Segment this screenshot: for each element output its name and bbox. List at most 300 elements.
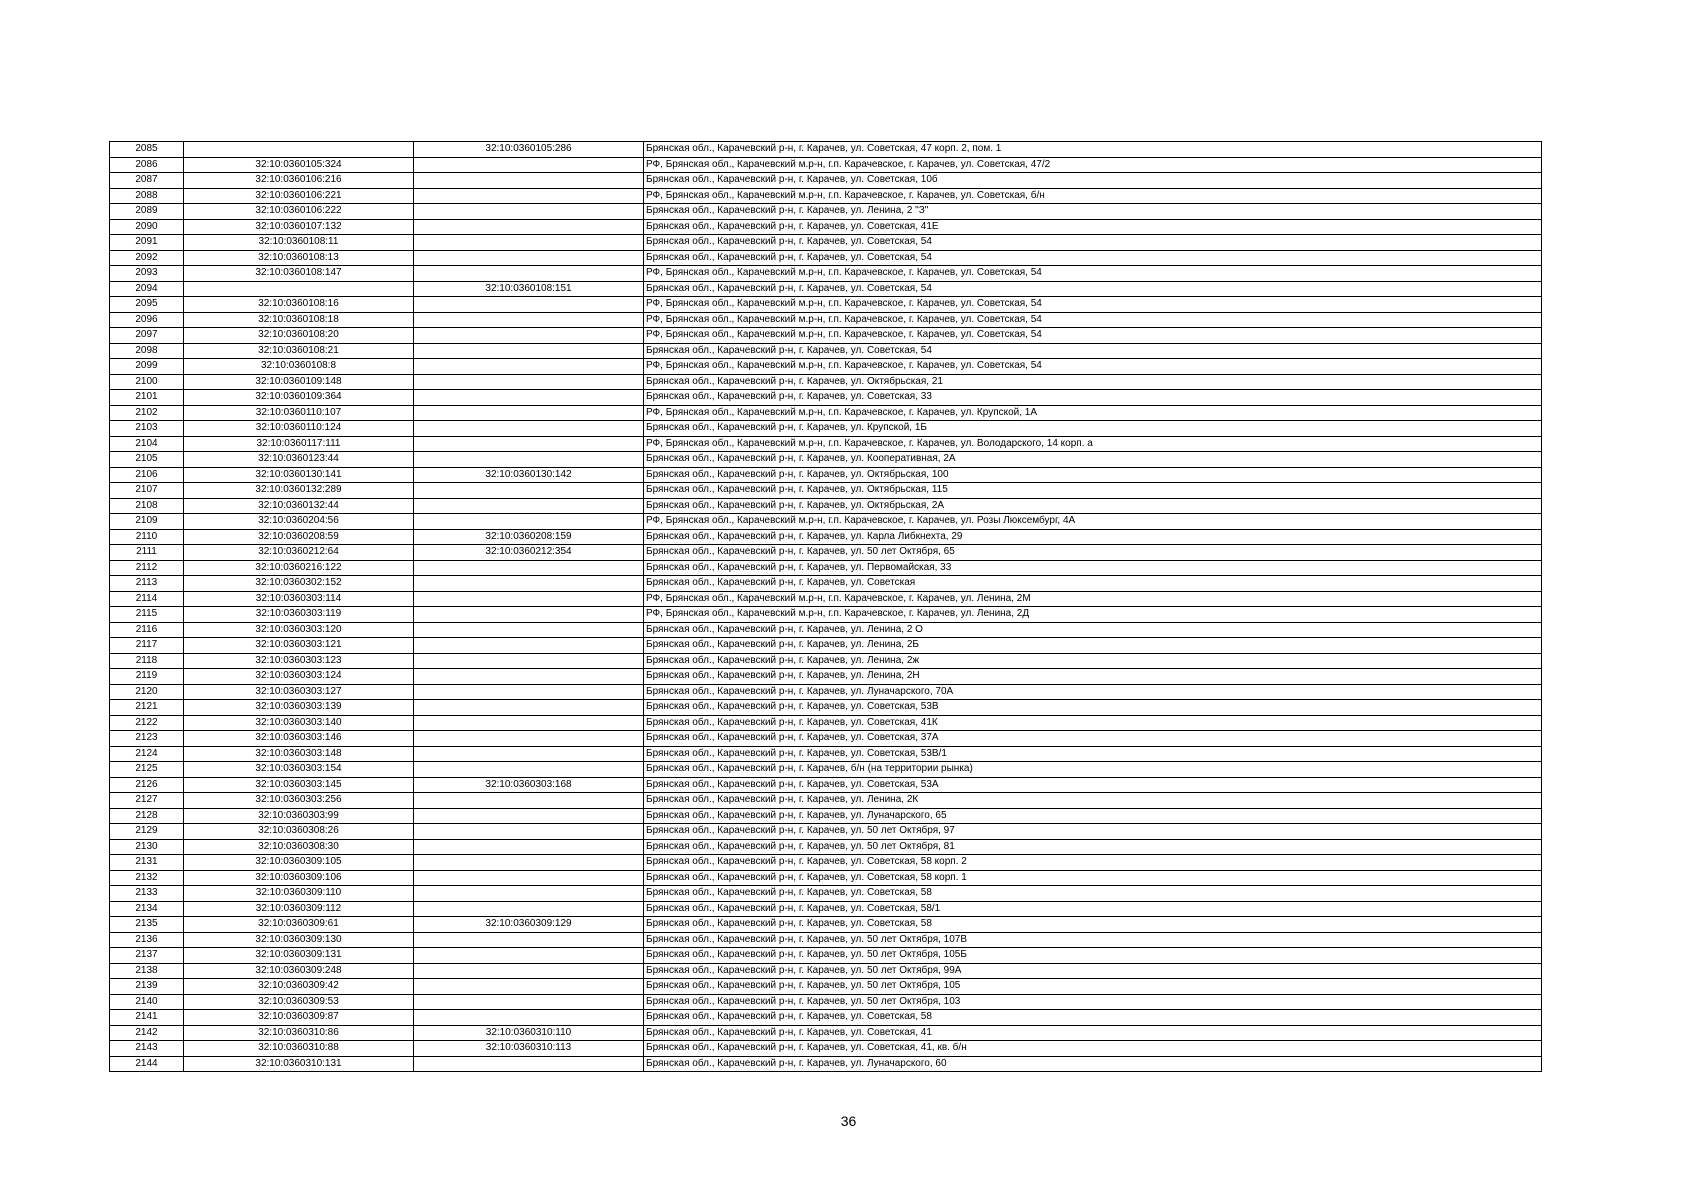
address-cell: Брянская обл., Карачевский р-н, г. Карачев, ул. Крупской, 1Б [644,421,1542,437]
address-cell: РФ, Брянская обл., Карачевский м.р-н, г.п. Карачевское, г. Карачев, ул. Советская, 54 [644,312,1542,328]
row-number-cell: 2141 [110,1010,184,1026]
address-cell: Брянская обл., Карачевский р-н, г. Карачев, ул. 50 лет Октября, 107В [644,932,1542,948]
building-cadastral-number-cell [414,870,644,886]
building-cadastral-number-cell [414,622,644,638]
row-number-cell: 2095 [110,297,184,313]
building-cadastral-number-cell [414,312,644,328]
row-number-cell: 2088 [110,188,184,204]
land-cadastral-number-cell: 32:10:0360123:44 [184,452,414,468]
table-row [110,622,1542,638]
table-row [110,467,1542,483]
address-cell: Брянская обл., Карачевский р-н, г. Карачев, ул. Советская, 54 [644,343,1542,359]
building-cadastral-number-cell [414,824,644,840]
building-cadastral-number-cell [414,157,644,173]
land-cadastral-number-cell: 32:10:0360310:86 [184,1025,414,1041]
land-cadastral-number-cell: 32:10:0360108:8 [184,359,414,375]
address-cell: Брянская обл., Карачевский р-н, г. Карачев, ул. 50 лет Октября, 105Б [644,948,1542,964]
page-number: 36 [840,1113,857,1129]
building-cadastral-number-cell [414,886,644,902]
building-cadastral-number-cell [414,250,644,266]
building-cadastral-number-cell [414,684,644,700]
table-row [110,994,1542,1010]
address-cell: РФ, Брянская обл., Карачевский м.р-н, г.п. Карачевское, г. Карачев, ул. Советская, 54 [644,297,1542,313]
row-number-cell: 2102 [110,405,184,421]
row-number-cell: 2122 [110,715,184,731]
row-number-cell: 2111 [110,545,184,561]
row-number-cell: 2118 [110,653,184,669]
land-cadastral-number-cell: 32:10:0360309:61 [184,917,414,933]
row-number-cell: 2087 [110,173,184,189]
row-number-cell: 2123 [110,731,184,747]
row-number-cell: 2120 [110,684,184,700]
land-cadastral-number-cell: 32:10:0360303:123 [184,653,414,669]
building-cadastral-number-cell [414,948,644,964]
land-cadastral-number-cell: 32:10:0360117:111 [184,436,414,452]
address-cell: Брянская обл., Карачевский р-н, г. Карачев, ул. Советская, 41К [644,715,1542,731]
table-row [110,979,1542,995]
table-row [110,312,1542,328]
table-row [110,529,1542,545]
building-cadastral-number-cell [414,731,644,747]
address-cell: Брянская обл., Карачевский р-н, г. Карачев, ул. Ленина, 2Н [644,669,1542,685]
building-cadastral-number-cell [414,514,644,530]
land-cadastral-number-cell: 32:10:0360212:64 [184,545,414,561]
land-cadastral-number-cell: 32:10:0360110:107 [184,405,414,421]
row-number-cell: 2099 [110,359,184,375]
table-row [110,886,1542,902]
building-cadastral-number-cell [414,328,644,344]
row-number-cell: 2116 [110,622,184,638]
address-cell: Брянская обл., Карачевский р-н, г. Карачев, ул. Советская, 58 корп. 2 [644,855,1542,871]
row-number-cell: 2129 [110,824,184,840]
row-number-cell: 2140 [110,994,184,1010]
table-row [110,421,1542,437]
address-cell: Брянская обл., Карачевский р-н, г. Карачев, ул. Ленина, 2К [644,793,1542,809]
building-cadastral-number-cell [414,560,644,576]
land-cadastral-number-cell: 32:10:0360309:130 [184,932,414,948]
row-number-cell: 2115 [110,607,184,623]
address-cell: Брянская обл., Карачевский р-н, г. Карачев, ул. Советская, 58 [644,917,1542,933]
building-cadastral-number-cell [414,808,644,824]
table-row [110,374,1542,390]
row-number-cell: 2089 [110,204,184,220]
row-number-cell: 2086 [110,157,184,173]
address-cell: РФ, Брянская обл., Карачевский м.р-н, г.п. Карачевское, г. Карачев, ул. Крупской, 1А [644,405,1542,421]
address-cell: Брянская обл., Карачевский р-н, г. Карачев, ул. Советская, 54 [644,235,1542,251]
building-cadastral-number-cell [414,421,644,437]
land-cadastral-number-cell: 32:10:0360109:148 [184,374,414,390]
building-cadastral-number-cell [414,607,644,623]
row-number-cell: 2134 [110,901,184,917]
table-row [110,591,1542,607]
address-cell: Брянская обл., Карачевский р-н, г. Карачев, ул. Ленина, 2 О [644,622,1542,638]
table-row [110,808,1542,824]
table-row [110,948,1542,964]
table-row [110,793,1542,809]
land-cadastral-number-cell: 32:10:0360309:105 [184,855,414,871]
address-cell: Брянская обл., Карачевский р-н, г. Карачев, ул. Советская, 41Е [644,219,1542,235]
building-cadastral-number-cell: 32:10:0360108:151 [414,281,644,297]
row-number-cell: 2114 [110,591,184,607]
address-cell: Брянская обл., Карачевский р-н, г. Карачев, ул. Советская, 53В [644,700,1542,716]
row-number-cell: 2101 [110,390,184,406]
land-cadastral-number-cell: 32:10:0360303:114 [184,591,414,607]
row-number-cell: 2085 [110,142,184,158]
building-cadastral-number-cell: 32:10:0360212:354 [414,545,644,561]
land-cadastral-number-cell: 32:10:0360110:124 [184,421,414,437]
address-cell: Брянская обл., Карачевский р-н, г. Карачев, ул. Советская, 53В/1 [644,746,1542,762]
land-cadastral-number-cell: 32:10:0360106:216 [184,173,414,189]
table-row [110,250,1542,266]
building-cadastral-number-cell: 32:10:0360303:168 [414,777,644,793]
land-cadastral-number-cell: 32:10:0360303:99 [184,808,414,824]
address-cell: Брянская обл., Карачевский р-н, г. Карачев, ул. Октябрьская, 115 [644,483,1542,499]
building-cadastral-number-cell [414,839,644,855]
table-row [110,731,1542,747]
address-cell: Брянская обл., Карачевский р-н, г. Карачев, ул. Карла Либкнехта, 29 [644,529,1542,545]
row-number-cell: 2108 [110,498,184,514]
land-cadastral-number-cell: 32:10:0360108:20 [184,328,414,344]
land-cadastral-number-cell: 32:10:0360303:119 [184,607,414,623]
table-row [110,297,1542,313]
land-cadastral-number-cell: 32:10:0360303:121 [184,638,414,654]
table-row [110,436,1542,452]
table-row [110,669,1542,685]
building-cadastral-number-cell [414,405,644,421]
land-cadastral-number-cell: 32:10:0360309:53 [184,994,414,1010]
row-number-cell: 2136 [110,932,184,948]
land-cadastral-number-cell: 32:10:0360310:88 [184,1041,414,1057]
property-table [109,141,1542,1072]
table-row [110,777,1542,793]
building-cadastral-number-cell: 32:10:0360130:142 [414,467,644,483]
address-cell: Брянская обл., Карачевский р-н, г. Карачев, ул. 50 лет Октября, 65 [644,545,1542,561]
land-cadastral-number-cell: 32:10:0360303:256 [184,793,414,809]
building-cadastral-number-cell: 32:10:0360208:159 [414,529,644,545]
address-cell: Брянская обл., Карачевский р-н, г. Карачев, ул. 50 лет Октября, 81 [644,839,1542,855]
table-row [110,173,1542,189]
building-cadastral-number-cell [414,390,644,406]
land-cadastral-number-cell: 32:10:0360105:324 [184,157,414,173]
address-cell: Брянская обл., Карачевский р-н, г. Карачев, ул. Луначарского, 65 [644,808,1542,824]
table-row [110,1056,1542,1072]
land-cadastral-number-cell: 32:10:0360308:26 [184,824,414,840]
table-row [110,359,1542,375]
building-cadastral-number-cell [414,715,644,731]
land-cadastral-number-cell: 32:10:0360308:30 [184,839,414,855]
row-number-cell: 2110 [110,529,184,545]
row-number-cell: 2097 [110,328,184,344]
building-cadastral-number-cell [414,498,644,514]
address-cell: Брянская обл., Карачевский р-н, г. Карачев, ул. Первомайская, 33 [644,560,1542,576]
building-cadastral-number-cell [414,576,644,592]
row-number-cell: 2106 [110,467,184,483]
building-cadastral-number-cell [414,266,644,282]
land-cadastral-number-cell: 32:10:0360108:18 [184,312,414,328]
address-cell: Брянская обл., Карачевский р-н, г. Карачев, ул. Луначарского, 70А [644,684,1542,700]
row-number-cell: 2125 [110,762,184,778]
address-cell: Брянская обл., Карачевский р-н, г. Карачев, ул. Советская, 41 [644,1025,1542,1041]
table-row [110,824,1542,840]
row-number-cell: 2093 [110,266,184,282]
table-row [110,684,1542,700]
row-number-cell: 2091 [110,235,184,251]
row-number-cell: 2105 [110,452,184,468]
address-cell: Брянская обл., Карачевский р-н, г. Карачев, ул. Кооперативная, 2А [644,452,1542,468]
address-cell: Брянская обл., Карачевский р-н, г. Карачев, ул. 50 лет Октября, 97 [644,824,1542,840]
row-number-cell: 2107 [110,483,184,499]
table-row [110,452,1542,468]
row-number-cell: 2112 [110,560,184,576]
address-cell: Брянская обл., Карачевский р-н, г. Карачев, ул. Советская, 58 [644,886,1542,902]
row-number-cell: 2133 [110,886,184,902]
land-cadastral-number-cell: 32:10:0360108:16 [184,297,414,313]
land-cadastral-number-cell: 32:10:0360303:148 [184,746,414,762]
table-row [110,901,1542,917]
address-cell: РФ, Брянская обл., Карачевский м.р-н, г.п. Карачевское, г. Карачев, ул. Советская, 54 [644,328,1542,344]
building-cadastral-number-cell [414,762,644,778]
building-cadastral-number-cell [414,746,644,762]
building-cadastral-number-cell [414,297,644,313]
row-number-cell: 2100 [110,374,184,390]
land-cadastral-number-cell: 32:10:0360303:140 [184,715,414,731]
table-row [110,653,1542,669]
building-cadastral-number-cell [414,483,644,499]
building-cadastral-number-cell [414,204,644,220]
land-cadastral-number-cell: 32:10:0360108:11 [184,235,414,251]
row-number-cell: 2131 [110,855,184,871]
table-row [110,870,1542,886]
table-row [110,545,1542,561]
row-number-cell: 2119 [110,669,184,685]
land-cadastral-number-cell: 32:10:0360208:59 [184,529,414,545]
land-cadastral-number-cell: 32:10:0360309:112 [184,901,414,917]
address-cell: РФ, Брянская обл., Карачевский м.р-н, г.п. Карачевское, г. Карачев, ул. Ленина, 2М [644,591,1542,607]
property-table-container [109,141,1542,1072]
table-row [110,839,1542,855]
row-number-cell: 2139 [110,979,184,995]
land-cadastral-number-cell: 32:10:0360302:152 [184,576,414,592]
building-cadastral-number-cell [414,700,644,716]
row-number-cell: 2137 [110,948,184,964]
address-cell: РФ, Брянская обл., Карачевский м.р-н, г.п. Карачевское, г. Карачев, ул. Советская, 54 [644,266,1542,282]
land-cadastral-number-cell: 32:10:0360109:364 [184,390,414,406]
row-number-cell: 2098 [110,343,184,359]
row-number-cell: 2144 [110,1056,184,1072]
address-cell: Брянская обл., Карачевский р-н, г. Карачев, ул. Советская, 10б [644,173,1542,189]
row-number-cell: 2117 [110,638,184,654]
row-number-cell: 2113 [110,576,184,592]
land-cadastral-number-cell: 32:10:0360132:289 [184,483,414,499]
building-cadastral-number-cell [414,452,644,468]
building-cadastral-number-cell [414,219,644,235]
building-cadastral-number-cell [414,932,644,948]
land-cadastral-number-cell: 32:10:0360309:248 [184,963,414,979]
land-cadastral-number-cell: 32:10:0360309:110 [184,886,414,902]
building-cadastral-number-cell: 32:10:0360105:286 [414,142,644,158]
building-cadastral-number-cell [414,591,644,607]
building-cadastral-number-cell [414,1056,644,1072]
address-cell: Брянская обл., Карачевский р-н, г. Карачев, ул. Советская, 58 [644,1010,1542,1026]
address-cell: Брянская обл., Карачевский р-н, г. Карачев, ул. Советская, 58 корп. 1 [644,870,1542,886]
address-cell: Брянская обл., Карачевский р-н, г. Карачев, ул. Советская, 54 [644,281,1542,297]
table-row [110,607,1542,623]
building-cadastral-number-cell [414,343,644,359]
building-cadastral-number-cell [414,188,644,204]
table-row [110,1025,1542,1041]
table-row [110,917,1542,933]
row-number-cell: 2128 [110,808,184,824]
land-cadastral-number-cell: 32:10:0360310:131 [184,1056,414,1072]
table-row [110,1010,1542,1026]
land-cadastral-number-cell: 32:10:0360309:87 [184,1010,414,1026]
land-cadastral-number-cell: 32:10:0360108:13 [184,250,414,266]
building-cadastral-number-cell: 32:10:0360310:110 [414,1025,644,1041]
land-cadastral-number-cell [184,281,414,297]
land-cadastral-number-cell: 32:10:0360303:124 [184,669,414,685]
table-row [110,715,1542,731]
table-row [110,514,1542,530]
table-row [110,638,1542,654]
table-row [110,235,1542,251]
table-row [110,576,1542,592]
building-cadastral-number-cell [414,994,644,1010]
address-cell: Брянская обл., Карачевский р-н, г. Карачев, ул. Советская, 47 корп. 2, пом. 1 [644,142,1542,158]
address-cell: Брянская обл., Карачевский р-н, г. Карачев, ул. Советская, 54 [644,250,1542,266]
table-row [110,157,1542,173]
table-row [110,405,1542,421]
table-row [110,204,1542,220]
address-cell: Брянская обл., Карачевский р-н, г. Карачев, ул. Ленина, 2 "З" [644,204,1542,220]
land-cadastral-number-cell: 32:10:0360303:139 [184,700,414,716]
table-row [110,560,1542,576]
address-cell: РФ, Брянская обл., Карачевский м.р-н, г.п. Карачевское, г. Карачев, ул. Советская, б/н [644,188,1542,204]
address-cell: Брянская обл., Карачевский р-н, г. Карачев, ул. Ленина, 2Б [644,638,1542,654]
land-cadastral-number-cell [184,142,414,158]
table-row [110,266,1542,282]
table-row [110,328,1542,344]
building-cadastral-number-cell [414,793,644,809]
building-cadastral-number-cell [414,669,644,685]
row-number-cell: 2126 [110,777,184,793]
land-cadastral-number-cell: 32:10:0360303:146 [184,731,414,747]
building-cadastral-number-cell [414,374,644,390]
row-number-cell: 2109 [110,514,184,530]
address-cell: Брянская обл., Карачевский р-н, г. Карачев, ул. 50 лет Октября, 99А [644,963,1542,979]
table-row [110,1041,1542,1057]
land-cadastral-number-cell: 32:10:0360309:131 [184,948,414,964]
row-number-cell: 2090 [110,219,184,235]
row-number-cell: 2104 [110,436,184,452]
building-cadastral-number-cell [414,173,644,189]
building-cadastral-number-cell [414,653,644,669]
table-row [110,390,1542,406]
row-number-cell: 2092 [110,250,184,266]
address-cell: Брянская обл., Карачевский р-н, г. Карачев, ул. Советская [644,576,1542,592]
row-number-cell: 2135 [110,917,184,933]
building-cadastral-number-cell [414,901,644,917]
row-number-cell: 2143 [110,1041,184,1057]
building-cadastral-number-cell [414,979,644,995]
address-cell: Брянская обл., Карачевский р-н, г. Карачев, ул. Советская, 33 [644,390,1542,406]
address-cell: Брянская обл., Карачевский р-н, г. Карачев, ул. Луначарского, 60 [644,1056,1542,1072]
row-number-cell: 2094 [110,281,184,297]
land-cadastral-number-cell: 32:10:0360303:154 [184,762,414,778]
address-cell: Брянская обл., Карачевский р-н, г. Карачев, ул. Октябрьская, 100 [644,467,1542,483]
address-cell: Брянская обл., Карачевский р-н, г. Карачев, ул. Ленина, 2ж [644,653,1542,669]
row-number-cell: 2130 [110,839,184,855]
land-cadastral-number-cell: 32:10:0360106:222 [184,204,414,220]
address-cell: РФ, Брянская обл., Карачевский м.р-н, г.п. Карачевское, г. Карачев, ул. Розы Люксембург, 4А [644,514,1542,530]
land-cadastral-number-cell: 32:10:0360108:147 [184,266,414,282]
building-cadastral-number-cell [414,855,644,871]
land-cadastral-number-cell: 32:10:0360107:132 [184,219,414,235]
address-cell: РФ, Брянская обл., Карачевский м.р-н, г.п. Карачевское, г. Карачев, ул. Володарского, 14 корп. а [644,436,1542,452]
table-row [110,700,1542,716]
address-cell: Брянская обл., Карачевский р-н, г. Карачев, ул. Советская, 53А [644,777,1542,793]
land-cadastral-number-cell: 32:10:0360130:141 [184,467,414,483]
address-cell: Брянская обл., Карачевский р-н, г. Карачев, б/н (на территории рынка) [644,762,1542,778]
table-row [110,188,1542,204]
building-cadastral-number-cell [414,436,644,452]
land-cadastral-number-cell: 32:10:0360108:21 [184,343,414,359]
building-cadastral-number-cell [414,963,644,979]
land-cadastral-number-cell: 32:10:0360132:44 [184,498,414,514]
row-number-cell: 2103 [110,421,184,437]
building-cadastral-number-cell: 32:10:0360309:129 [414,917,644,933]
table-row [110,343,1542,359]
address-cell: Брянская обл., Карачевский р-н, г. Карачев, ул. Советская, 58/1 [644,901,1542,917]
land-cadastral-number-cell: 32:10:0360309:42 [184,979,414,995]
table-row [110,142,1542,158]
land-cadastral-number-cell: 32:10:0360303:120 [184,622,414,638]
table-row [110,219,1542,235]
table-row [110,281,1542,297]
land-cadastral-number-cell: 32:10:0360309:106 [184,870,414,886]
land-cadastral-number-cell: 32:10:0360106:221 [184,188,414,204]
row-number-cell: 2124 [110,746,184,762]
table-row [110,762,1542,778]
building-cadastral-number-cell [414,359,644,375]
land-cadastral-number-cell: 32:10:0360303:145 [184,777,414,793]
address-cell: Брянская обл., Карачевский р-н, г. Карачев, ул. Советская, 37А [644,731,1542,747]
address-cell: Брянская обл., Карачевский р-н, г. Карачев, ул. Октябрьская, 21 [644,374,1542,390]
row-number-cell: 2132 [110,870,184,886]
property-table-body [110,142,1542,1072]
building-cadastral-number-cell: 32:10:0360310:113 [414,1041,644,1057]
table-row [110,483,1542,499]
table-row [110,963,1542,979]
address-cell: РФ, Брянская обл., Карачевский м.р-н, г.п. Карачевское, г. Карачев, ул. Советская, 47/2 [644,157,1542,173]
land-cadastral-number-cell: 32:10:0360204:56 [184,514,414,530]
address-cell: Брянская обл., Карачевский р-н, г. Карачев, ул. Советская, 41, кв. б/н [644,1041,1542,1057]
address-cell: Брянская обл., Карачевский р-н, г. Карачев, ул. 50 лет Октября, 103 [644,994,1542,1010]
table-row [110,498,1542,514]
row-number-cell: 2121 [110,700,184,716]
row-number-cell: 2096 [110,312,184,328]
row-number-cell: 2142 [110,1025,184,1041]
building-cadastral-number-cell [414,1010,644,1026]
table-row [110,855,1542,871]
table-row [110,746,1542,762]
land-cadastral-number-cell: 32:10:0360303:127 [184,684,414,700]
address-cell: Брянская обл., Карачевский р-н, г. Карачев, ул. Октябрьская, 2А [644,498,1542,514]
table-row [110,932,1542,948]
address-cell: РФ, Брянская обл., Карачевский м.р-н, г.п. Карачевское, г. Карачев, ул. Ленина, 2Д [644,607,1542,623]
building-cadastral-number-cell [414,638,644,654]
building-cadastral-number-cell [414,235,644,251]
row-number-cell: 2127 [110,793,184,809]
